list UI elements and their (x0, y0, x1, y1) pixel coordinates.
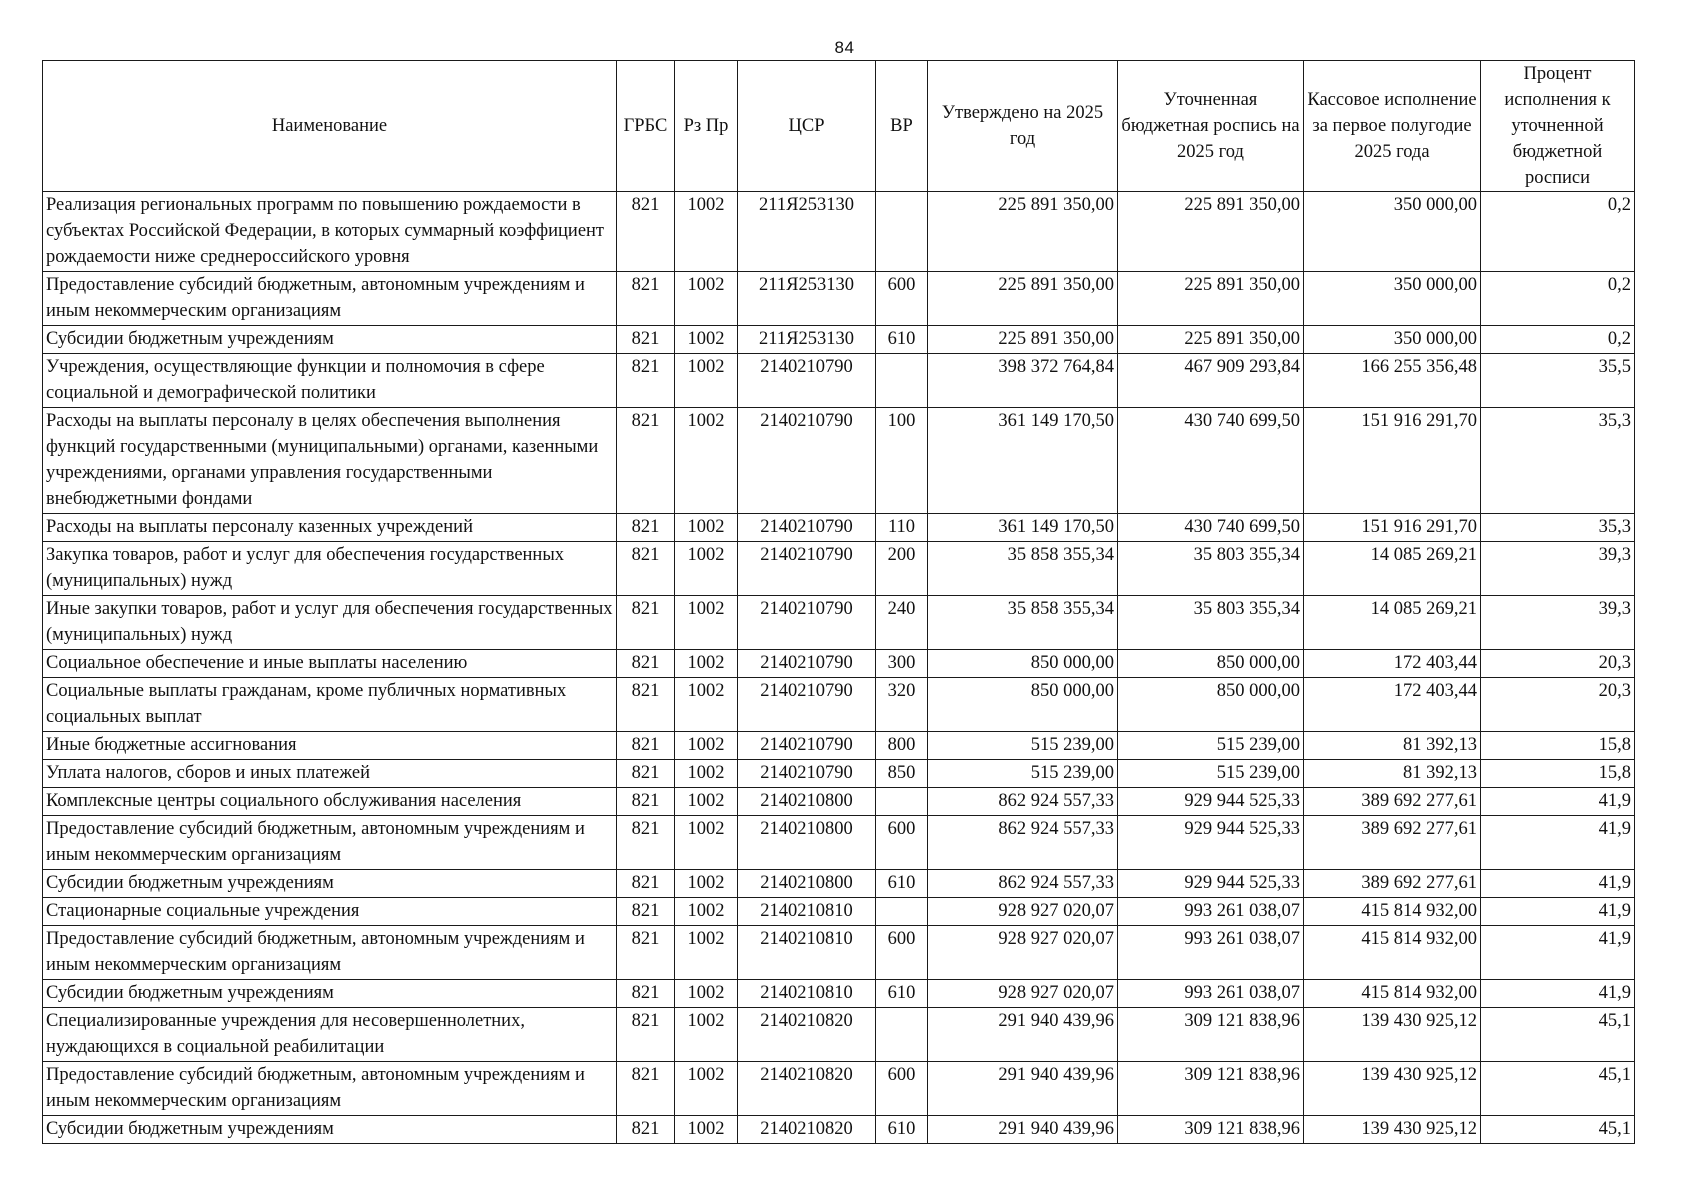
table-row (43, 980, 1635, 1008)
cell-cash: 166 255 356,48 (1304, 354, 1481, 408)
table-row (43, 326, 1635, 354)
table-row (43, 1008, 1635, 1062)
cell-csr: 211Я253130 (738, 272, 876, 326)
cell-vr (876, 192, 928, 272)
cell-percent: 41,9 (1481, 816, 1635, 870)
cell-vr: 850 (876, 760, 928, 788)
cell-rzpr: 1002 (675, 980, 738, 1008)
cell-approved: 225 891 350,00 (928, 272, 1118, 326)
cell-grbs: 821 (617, 650, 675, 678)
header-percent: Процент исполнения к уточненной бюджетной росписи (1481, 61, 1635, 192)
cell-cash: 415 814 932,00 (1304, 926, 1481, 980)
budget-table (42, 60, 1635, 1144)
cell-refined: 309 121 838,96 (1118, 1008, 1304, 1062)
cell-grbs: 821 (617, 678, 675, 732)
cell-approved: 361 149 170,50 (928, 408, 1118, 514)
cell-percent: 15,8 (1481, 732, 1635, 760)
cell-name: Иные закупки товаров, работ и услуг для обеспечения государственных (муниципальных) нужд (43, 596, 617, 650)
cell-percent: 15,8 (1481, 760, 1635, 788)
cell-approved: 928 927 020,07 (928, 980, 1118, 1008)
cell-rzpr: 1002 (675, 272, 738, 326)
cell-rzpr: 1002 (675, 1116, 738, 1144)
cell-percent: 35,3 (1481, 408, 1635, 514)
cell-grbs: 821 (617, 192, 675, 272)
cell-csr: 2140210820 (738, 1008, 876, 1062)
cell-refined: 225 891 350,00 (1118, 192, 1304, 272)
cell-cash: 350 000,00 (1304, 272, 1481, 326)
page-number: 84 (834, 38, 855, 57)
cell-approved: 928 927 020,07 (928, 926, 1118, 980)
cell-csr: 2140210790 (738, 514, 876, 542)
cell-rzpr: 1002 (675, 326, 738, 354)
cell-grbs: 821 (617, 870, 675, 898)
cell-approved: 862 924 557,33 (928, 870, 1118, 898)
cell-approved: 225 891 350,00 (928, 326, 1118, 354)
cell-approved: 850 000,00 (928, 678, 1118, 732)
cell-percent: 39,3 (1481, 542, 1635, 596)
cell-cash: 139 430 925,12 (1304, 1008, 1481, 1062)
cell-approved: 35 858 355,34 (928, 542, 1118, 596)
cell-rzpr: 1002 (675, 596, 738, 650)
cell-grbs: 821 (617, 408, 675, 514)
cell-name: Субсидии бюджетным учреждениям (43, 1116, 617, 1144)
cell-vr: 610 (876, 980, 928, 1008)
cell-refined: 929 944 525,33 (1118, 788, 1304, 816)
header-cash: Кассовое исполнение за первое полугодие 2025 года (1304, 61, 1481, 192)
cell-percent: 45,1 (1481, 1062, 1635, 1116)
cell-rzpr: 1002 (675, 1008, 738, 1062)
cell-rzpr: 1002 (675, 514, 738, 542)
cell-csr: 2140210810 (738, 980, 876, 1008)
cell-grbs: 821 (617, 898, 675, 926)
cell-grbs: 821 (617, 926, 675, 980)
cell-percent: 35,5 (1481, 354, 1635, 408)
cell-name: Уплата налогов, сборов и иных платежей (43, 760, 617, 788)
table-row (43, 788, 1635, 816)
cell-grbs: 821 (617, 1062, 675, 1116)
cell-cash: 139 430 925,12 (1304, 1116, 1481, 1144)
cell-approved: 291 940 439,96 (928, 1008, 1118, 1062)
cell-name: Социальные выплаты гражданам, кроме публичных нормативных социальных выплат (43, 678, 617, 732)
table-row (43, 1062, 1635, 1116)
cell-csr: 2140210790 (738, 542, 876, 596)
cell-name: Предоставление субсидий бюджетным, автономным учреждениям и иным некоммерческим организациям (43, 926, 617, 980)
cell-refined: 515 239,00 (1118, 760, 1304, 788)
cell-cash: 415 814 932,00 (1304, 980, 1481, 1008)
cell-rzpr: 1002 (675, 678, 738, 732)
cell-csr: 211Я253130 (738, 326, 876, 354)
cell-refined: 225 891 350,00 (1118, 326, 1304, 354)
cell-name: Комплексные центры социального обслуживания населения (43, 788, 617, 816)
cell-csr: 2140210790 (738, 760, 876, 788)
table-row (43, 192, 1635, 272)
cell-cash: 172 403,44 (1304, 650, 1481, 678)
cell-csr: 2140210810 (738, 898, 876, 926)
cell-name: Субсидии бюджетным учреждениям (43, 326, 617, 354)
cell-vr: 610 (876, 870, 928, 898)
cell-vr: 600 (876, 816, 928, 870)
cell-cash: 350 000,00 (1304, 326, 1481, 354)
cell-rzpr: 1002 (675, 898, 738, 926)
cell-vr: 320 (876, 678, 928, 732)
cell-vr: 600 (876, 926, 928, 980)
cell-approved: 225 891 350,00 (928, 192, 1118, 272)
cell-rzpr: 1002 (675, 1062, 738, 1116)
cell-vr (876, 788, 928, 816)
cell-grbs: 821 (617, 816, 675, 870)
cell-approved: 850 000,00 (928, 650, 1118, 678)
cell-grbs: 821 (617, 354, 675, 408)
cell-rzpr: 1002 (675, 926, 738, 980)
cell-vr: 600 (876, 272, 928, 326)
cell-cash: 172 403,44 (1304, 678, 1481, 732)
cell-vr: 800 (876, 732, 928, 760)
cell-refined: 929 944 525,33 (1118, 816, 1304, 870)
cell-grbs: 821 (617, 980, 675, 1008)
cell-csr: 2140210790 (738, 596, 876, 650)
cell-percent: 0,2 (1481, 326, 1635, 354)
cell-percent: 41,9 (1481, 788, 1635, 816)
cell-approved: 35 858 355,34 (928, 596, 1118, 650)
cell-percent: 41,9 (1481, 980, 1635, 1008)
cell-refined: 993 261 038,07 (1118, 980, 1304, 1008)
header-rzpr: Рз Пр (675, 61, 738, 192)
cell-name: Закупка товаров, работ и услуг для обеспечения государственных (муниципальных) нужд (43, 542, 617, 596)
cell-csr: 2140210800 (738, 816, 876, 870)
cell-percent: 39,3 (1481, 596, 1635, 650)
cell-rzpr: 1002 (675, 192, 738, 272)
cell-refined: 309 121 838,96 (1118, 1116, 1304, 1144)
table-row (43, 596, 1635, 650)
cell-approved: 928 927 020,07 (928, 898, 1118, 926)
cell-cash: 389 692 277,61 (1304, 788, 1481, 816)
cell-percent: 45,1 (1481, 1008, 1635, 1062)
cell-grbs: 821 (617, 788, 675, 816)
cell-csr: 2140210800 (738, 870, 876, 898)
cell-vr (876, 1008, 928, 1062)
cell-rzpr: 1002 (675, 816, 738, 870)
cell-csr: 2140210790 (738, 408, 876, 514)
cell-vr (876, 898, 928, 926)
cell-cash: 389 692 277,61 (1304, 870, 1481, 898)
cell-approved: 862 924 557,33 (928, 816, 1118, 870)
cell-percent: 45,1 (1481, 1116, 1635, 1144)
table-row (43, 732, 1635, 760)
cell-cash: 81 392,13 (1304, 760, 1481, 788)
cell-refined: 467 909 293,84 (1118, 354, 1304, 408)
cell-refined: 35 803 355,34 (1118, 596, 1304, 650)
cell-rzpr: 1002 (675, 870, 738, 898)
cell-refined: 225 891 350,00 (1118, 272, 1304, 326)
cell-rzpr: 1002 (675, 760, 738, 788)
cell-rzpr: 1002 (675, 408, 738, 514)
cell-rzpr: 1002 (675, 732, 738, 760)
table-row (43, 650, 1635, 678)
cell-percent: 41,9 (1481, 926, 1635, 980)
cell-vr: 300 (876, 650, 928, 678)
cell-cash: 415 814 932,00 (1304, 898, 1481, 926)
cell-vr: 610 (876, 326, 928, 354)
table-header-row (43, 61, 1635, 192)
cell-name: Расходы на выплаты персоналу в целях обеспечения выполнения функций государственными (муниципальными) органами, казенными учреждениями, органами управления государственными внебюджетными фондами (43, 408, 617, 514)
cell-approved: 515 239,00 (928, 732, 1118, 760)
cell-cash: 389 692 277,61 (1304, 816, 1481, 870)
header-approved: Утверждено на 2025 год (928, 61, 1118, 192)
cell-grbs: 821 (617, 272, 675, 326)
cell-refined: 515 239,00 (1118, 732, 1304, 760)
cell-percent: 0,2 (1481, 192, 1635, 272)
cell-csr: 211Я253130 (738, 192, 876, 272)
table-row (43, 816, 1635, 870)
table-row (43, 1116, 1635, 1144)
cell-refined: 430 740 699,50 (1118, 514, 1304, 542)
cell-approved: 361 149 170,50 (928, 514, 1118, 542)
cell-refined: 430 740 699,50 (1118, 408, 1304, 514)
cell-cash: 14 085 269,21 (1304, 542, 1481, 596)
cell-grbs: 821 (617, 514, 675, 542)
header-vr: ВР (876, 61, 928, 192)
table-row (43, 542, 1635, 596)
cell-cash: 81 392,13 (1304, 732, 1481, 760)
cell-name: Специализированные учреждения для несовершеннолетних, нуждающихся в социальной реабилитации (43, 1008, 617, 1062)
table-body (43, 192, 1635, 1144)
table-row (43, 870, 1635, 898)
cell-grbs: 821 (617, 1116, 675, 1144)
cell-percent: 0,2 (1481, 272, 1635, 326)
cell-grbs: 821 (617, 732, 675, 760)
cell-approved: 398 372 764,84 (928, 354, 1118, 408)
cell-vr: 110 (876, 514, 928, 542)
table-row (43, 926, 1635, 980)
cell-name: Субсидии бюджетным учреждениям (43, 980, 617, 1008)
table-row (43, 678, 1635, 732)
cell-vr: 200 (876, 542, 928, 596)
cell-vr: 610 (876, 1116, 928, 1144)
cell-name: Учреждения, осуществляющие функции и полномочия в сфере социальной и демографической политики (43, 354, 617, 408)
cell-refined: 993 261 038,07 (1118, 926, 1304, 980)
cell-rzpr: 1002 (675, 542, 738, 596)
cell-name: Реализация региональных программ по повышению рождаемости в субъектах Российской Федерации, в которых суммарный коэффициент рождаемости ниже среднероссийского уровня (43, 192, 617, 272)
cell-rzpr: 1002 (675, 650, 738, 678)
header-csr: ЦСР (738, 61, 876, 192)
cell-percent: 35,3 (1481, 514, 1635, 542)
cell-vr: 600 (876, 1062, 928, 1116)
cell-csr: 2140210820 (738, 1116, 876, 1144)
table-row (43, 354, 1635, 408)
cell-rzpr: 1002 (675, 788, 738, 816)
table-row (43, 898, 1635, 926)
cell-cash: 350 000,00 (1304, 192, 1481, 272)
cell-refined: 309 121 838,96 (1118, 1062, 1304, 1116)
cell-refined: 929 944 525,33 (1118, 870, 1304, 898)
cell-cash: 139 430 925,12 (1304, 1062, 1481, 1116)
cell-name: Предоставление субсидий бюджетным, автономным учреждениям и иным некоммерческим организациям (43, 1062, 617, 1116)
cell-grbs: 821 (617, 596, 675, 650)
table-row (43, 408, 1635, 514)
cell-approved: 515 239,00 (928, 760, 1118, 788)
cell-percent: 41,9 (1481, 870, 1635, 898)
cell-approved: 291 940 439,96 (928, 1062, 1118, 1116)
cell-cash: 151 916 291,70 (1304, 408, 1481, 514)
cell-csr: 2140210810 (738, 926, 876, 980)
cell-rzpr: 1002 (675, 354, 738, 408)
cell-csr: 2140210790 (738, 650, 876, 678)
cell-csr: 2140210790 (738, 354, 876, 408)
table-row (43, 760, 1635, 788)
cell-csr: 2140210820 (738, 1062, 876, 1116)
cell-csr: 2140210790 (738, 732, 876, 760)
cell-csr: 2140210790 (738, 678, 876, 732)
cell-refined: 850 000,00 (1118, 650, 1304, 678)
cell-approved: 291 940 439,96 (928, 1116, 1118, 1144)
cell-name: Предоставление субсидий бюджетным, автономным учреждениям и иным некоммерческим организациям (43, 816, 617, 870)
cell-name: Расходы на выплаты персоналу казенных учреждений (43, 514, 617, 542)
cell-grbs: 821 (617, 1008, 675, 1062)
cell-name: Субсидии бюджетным учреждениям (43, 870, 617, 898)
cell-name: Иные бюджетные ассигнования (43, 732, 617, 760)
cell-csr: 2140210800 (738, 788, 876, 816)
cell-percent: 41,9 (1481, 898, 1635, 926)
cell-grbs: 821 (617, 760, 675, 788)
table-row (43, 272, 1635, 326)
cell-refined: 850 000,00 (1118, 678, 1304, 732)
cell-percent: 20,3 (1481, 678, 1635, 732)
cell-vr (876, 354, 928, 408)
cell-name: Социальное обеспечение и иные выплаты населению (43, 650, 617, 678)
cell-vr: 100 (876, 408, 928, 514)
cell-name: Предоставление субсидий бюджетным, автономным учреждениям и иным некоммерческим организациям (43, 272, 617, 326)
cell-cash: 14 085 269,21 (1304, 596, 1481, 650)
cell-refined: 993 261 038,07 (1118, 898, 1304, 926)
table-row (43, 514, 1635, 542)
header-refined: Уточненная бюджетная роспись на 2025 год (1118, 61, 1304, 192)
cell-grbs: 821 (617, 326, 675, 354)
cell-cash: 151 916 291,70 (1304, 514, 1481, 542)
header-grbs: ГРБС (617, 61, 675, 192)
cell-vr: 240 (876, 596, 928, 650)
header-name: Наименование (43, 61, 617, 192)
cell-grbs: 821 (617, 542, 675, 596)
cell-approved: 862 924 557,33 (928, 788, 1118, 816)
cell-refined: 35 803 355,34 (1118, 542, 1304, 596)
cell-name: Стационарные социальные учреждения (43, 898, 617, 926)
cell-percent: 20,3 (1481, 650, 1635, 678)
